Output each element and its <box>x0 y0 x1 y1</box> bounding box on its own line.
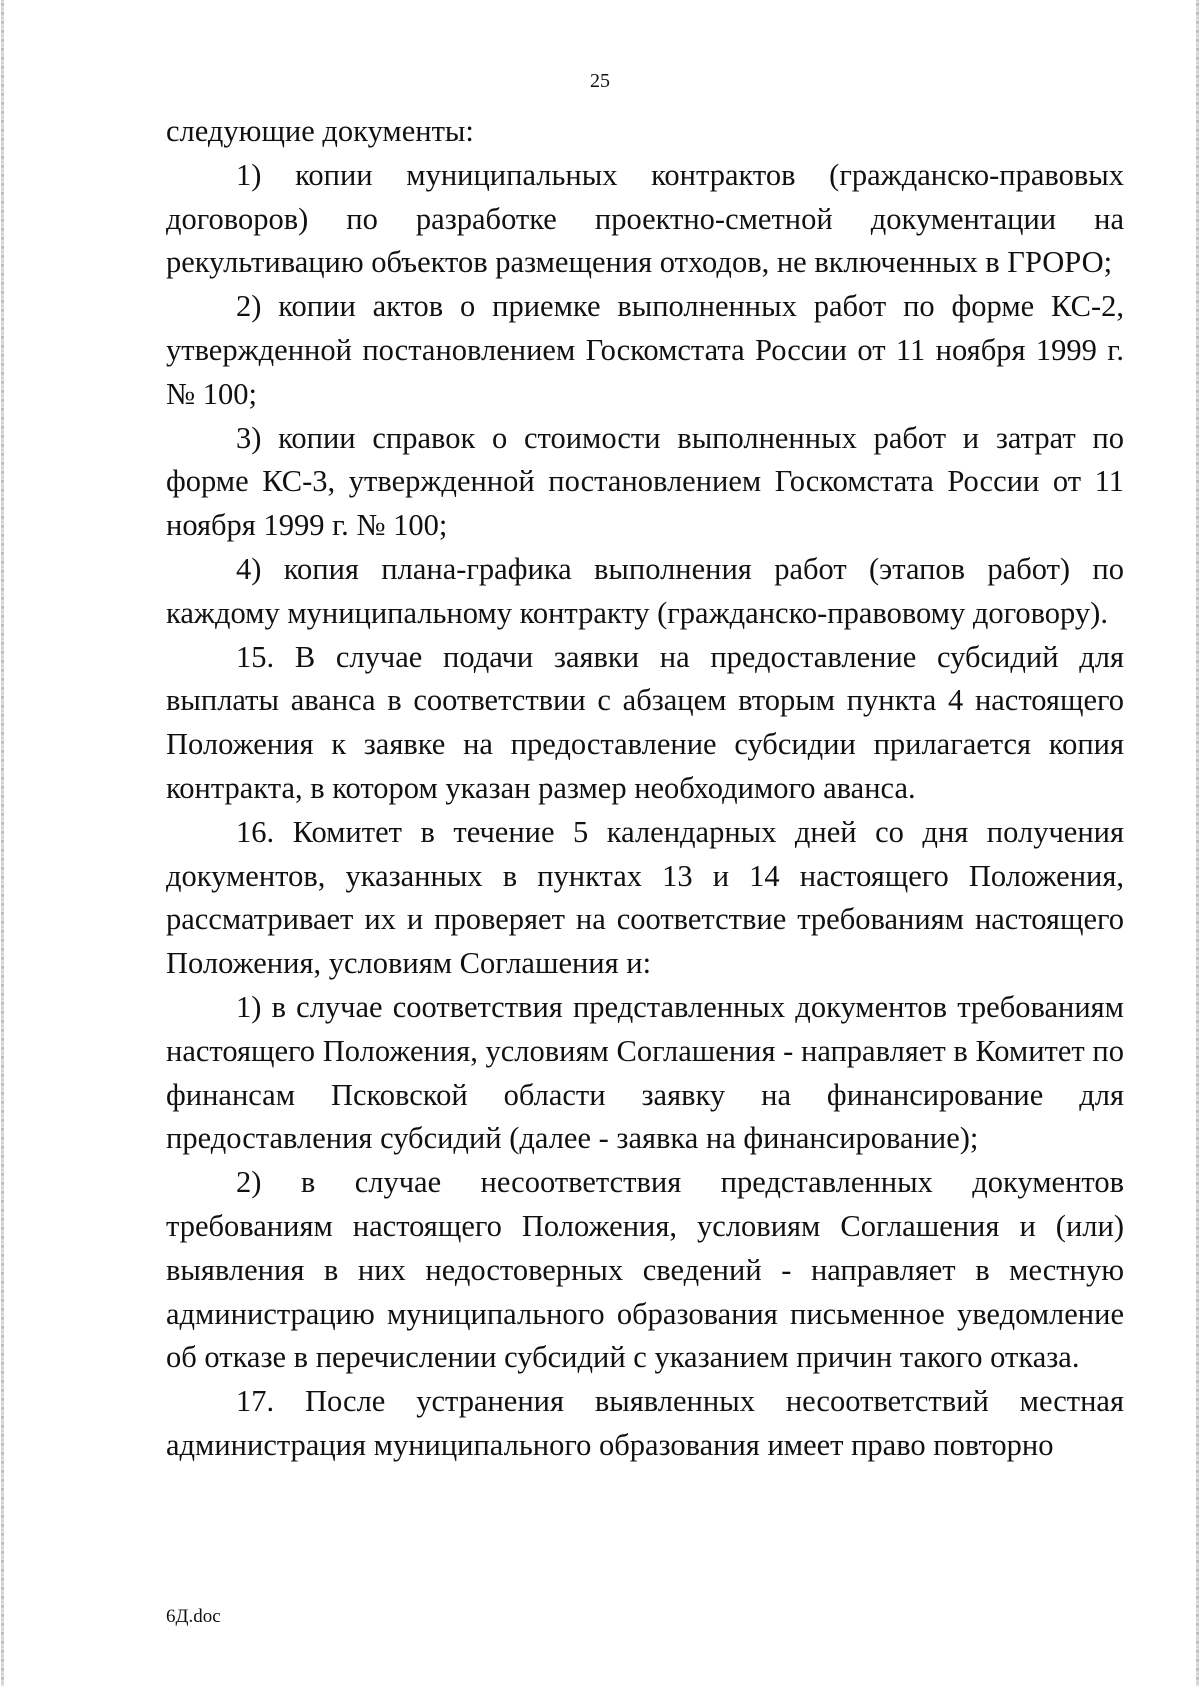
list-item-4-schedule: 4) копия плана-графика выполнения работ (этапов работ) по каждому муниципальному контракту (гражданско-правовому договору). <box>166 551 1124 630</box>
clause-16-item-2: 2) в случае несоответствия представленных документов требованиям настоящего Положения, условиям Соглашения и (или) выявления в них недостоверных сведений - направляет в местную администрацию муниципального образования письменное уведомление об отказе в перечислении субсидий с указанием причин такого отказа. <box>166 1165 1124 1375</box>
list-item-2-ks2-acts: 2) копии актов о приемке выполненных работ по форме КС-2, утвержденной постановлением Госкомстата России от 11 ноября 1999 г. № 100; <box>166 289 1124 411</box>
clause-16-item-1: 1) в случае соответствия представленных документов требованиям настоящего Положения, условиям Соглашения - направляет в Комитет по финансам Псковской области заявку на финансирование для предоставления субсидий (далее - заявка на финансирование); <box>166 989 1124 1156</box>
page-number: 25 <box>590 70 610 92</box>
clause-16: 16. Комитет в течение 5 календарных дней со дня получения документов, указанных в пунктах 13 и 14 настоящего Положения, рассматривает их и проверяет на соответствие требованиям настоящего Положения, условиям Соглашения и: <box>166 814 1124 981</box>
clause-17: 17. После устранения выявленных несоответствий местная администрация муниципального образования имеет право повторно <box>166 1384 1124 1462</box>
paragraph-intro: следующие документы: <box>166 114 474 148</box>
footer-filename: 6Д.doc <box>166 1606 221 1627</box>
list-item-1-contracts: 1) копии муниципальных контрактов (гражданско-правовых договоров) по разработке проектно-сметной документации на рекультивацию объектов размещения отходов, не включенных в ГРОРО; <box>166 157 1124 280</box>
scan-edge-right <box>1196 0 1199 1686</box>
document-body <box>166 110 1124 1468</box>
scan-edge-left <box>1 0 4 1686</box>
clause-15: 15. В случае подачи заявки на предоставление субсидий для выплаты аванса в соответствии с абзацем вторым пункта 4 настоящего Положения к заявке на предоставление субсидии прилагается копия контракта, в котором указан размер необходимого аванса. <box>166 639 1124 805</box>
list-item-3-ks3-certificates: 3) копии справок о стоимости выполненных работ и затрат по форме КС-3, утвержденной постановлением Госкомстата России от 11 ноября 1999 г. № 100; <box>166 420 1124 543</box>
